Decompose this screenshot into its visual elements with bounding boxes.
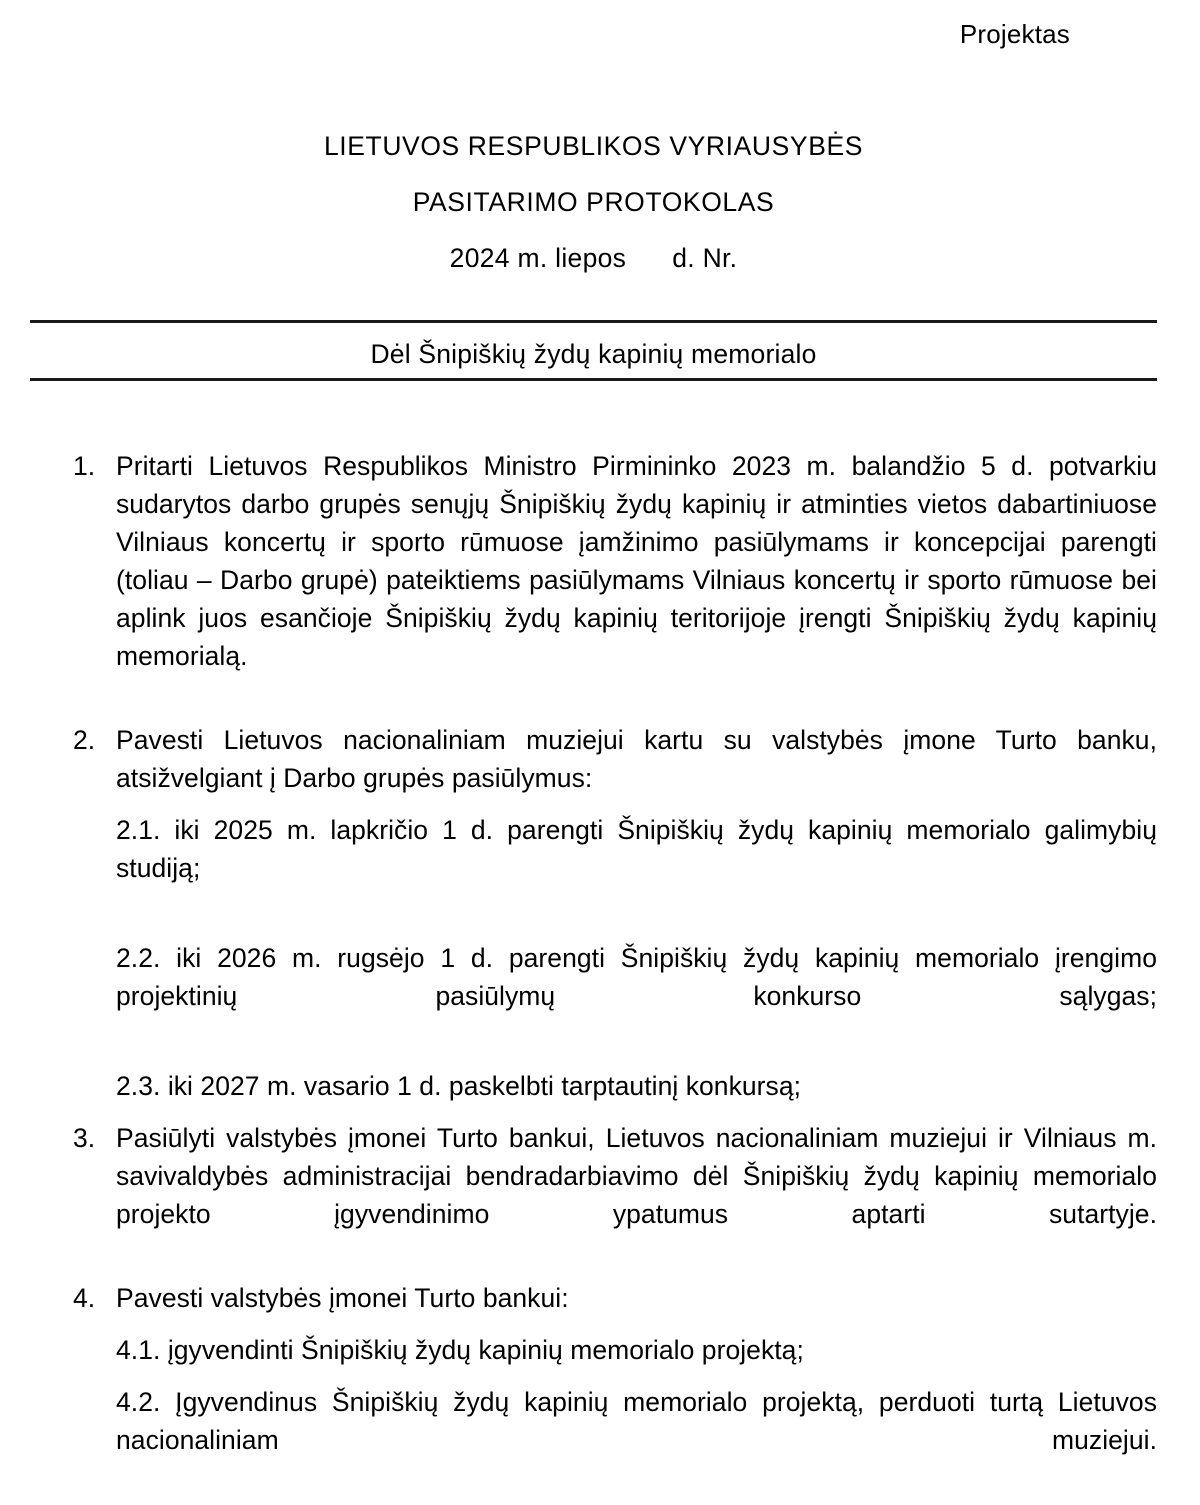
clause-4 [73,1279,1157,1317]
subject-rule-bottom [30,378,1157,381]
clause-1-text: Pritarti Lietuvos Respublikos Ministro Pirmininko 2023 m. balandžio 5 d. potvarkiu sudarytos darbo grupės senųjų Šnipiškių žydų kapinių ir atminties vietos dabartiniuose Vilniaus koncertų ir sporto rūmuose įamžinimo pasiūlymams ir koncepcijai parengti (toliau – Darbo grupė) pateiktiems pasiūlymams Vilniaus koncertų ir sporto rūmuose bei aplink juos esančioje Šnipiškių žydų kapinių teritorijoje įrengti Šnipiškių žydų kapinių memorialą. [116,451,1157,671]
clause-2 [73,721,1157,797]
document-title-block [30,118,1157,286]
clause-3-number: 3. [73,1123,96,1153]
subject-rule-top [30,320,1157,323]
title-line-institution: LIETUVOS RESPUBLIKOS VYRIAUSYBĖS [323,131,864,161]
clause-2-number: 2. [73,725,96,755]
clause-4-number: 4. [73,1283,96,1313]
clause-2-text: Pavesti Lietuvos nacionaliniam muziejui kartu su valstybės įmone Turto banku, atsižvelgiant į Darbo grupės pasiūlymus: [116,725,1157,793]
clause-4-1-text: 4.1. įgyvendinti Šnipiškių žydų kapinių memorialo projektą; [116,1335,804,1365]
clause-4-2 [73,1383,1157,1497]
clause-2-2-text: 2.2. iki 2026 m. rugsėjo 1 d. parengti Šnipiškių žydų kapinių memorialo įrengimo projektinių pasiūlymų konkurso sąlygas; [116,943,1157,1011]
clause-1 [73,447,1157,713]
clause-2-3-text: 2.3. iki 2027 m. vasario 1 d. paskelbti tarptautinį konkursą; [116,1071,802,1101]
clause-3-text: Pasiūlyti valstybės įmonei Turto bankui, Lietuvos nacionaliniam muziejui ir Vilniaus m. savivaldybės administracijai bendradarbiavimo dėl Šnipiškių žydų kapinių memorialo projekto įgyvendinimo ypatumus aptarti sutartyje. [116,1123,1157,1229]
clause-2-2 [73,939,1157,1053]
title-line-date-number: 2024 m. liepos d. Nr. [449,243,738,273]
document-body [73,447,1157,1505]
header-project-note: Projektas [959,19,1070,49]
clause-2-1 [73,811,1157,925]
clause-4-1 [73,1331,1157,1369]
document-subject: Dėl Šnipiškių žydų kapinių memorialo [370,339,817,369]
title-line-doctype: PASITARIMO PROTOKOLAS [412,187,775,217]
clause-3 [73,1119,1157,1271]
clause-4-text: Pavesti valstybės įmonei Turto bankui: [116,1283,569,1313]
clause-4-2-text: 4.2. Įgyvendinus Šnipiškių žydų kapinių memorialo projektą, perduoti turtą Lietuvos nacionaliniam muziejui. [116,1387,1157,1455]
clause-2-1-text: 2.1. iki 2025 m. lapkričio 1 d. parengti Šnipiškių žydų kapinių memorialo galimybių studiją; [116,815,1157,883]
clause-2-3 [73,1067,1157,1105]
clause-1-number: 1. [73,451,96,481]
